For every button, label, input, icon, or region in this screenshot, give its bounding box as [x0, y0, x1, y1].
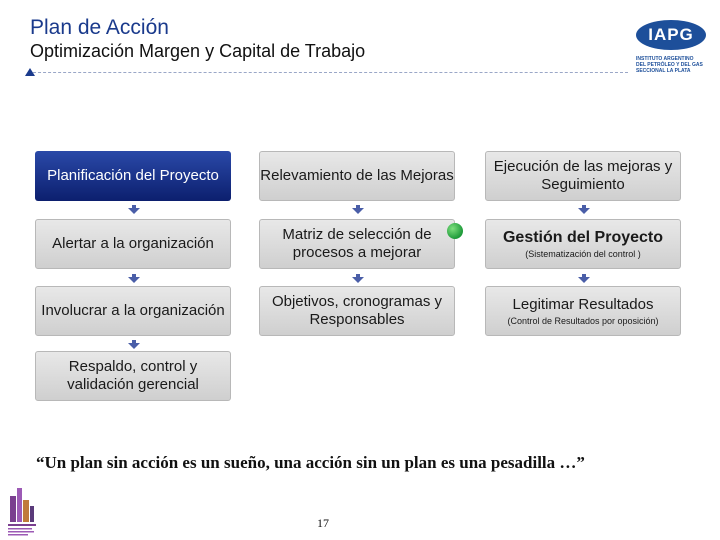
item-label: Objetivos, cronogramas y Responsables: [271, 293, 443, 328]
column-2-header: [259, 151, 455, 201]
logo-text: [636, 56, 712, 74]
down-arrow-icon: [352, 205, 364, 214]
title-divider: [28, 72, 628, 73]
item-label: Alertar a la organización: [52, 235, 214, 252]
column-1-header: [35, 151, 231, 201]
iapg-logo: [634, 18, 714, 78]
logo-line: SECCIONAL LA PLATA: [636, 68, 691, 74]
logo-acronym: IAPG: [636, 20, 706, 50]
item-label: Legitimar Resultados: [512, 295, 654, 313]
down-arrow-icon: [128, 205, 140, 214]
down-arrow-icon: [128, 274, 140, 283]
column-2-item-2: [259, 286, 455, 336]
logo-line: DEL PETRÓLEO Y DEL GAS: [636, 62, 703, 68]
congress-logo-icon: [2, 482, 42, 538]
page-title: Plan de Acción: [30, 16, 169, 39]
page-number: 17: [317, 516, 329, 530]
down-arrow-icon: [578, 205, 590, 214]
quote-text: “Un plan sin acción es un sueño, una acción sin un plan es una pesadilla …”: [36, 453, 585, 472]
column-1-header-label: Planificación del Proyecto: [47, 167, 219, 184]
column-3-item-1: [485, 219, 681, 269]
column-1-item-1: [35, 219, 231, 269]
column-3-header-label: Ejecución de las mejoras y Seguimiento: [493, 158, 673, 193]
item-sublabel: (Sistematización del control ): [525, 248, 641, 259]
logo-line: INSTITUTO ARGENTINO: [636, 56, 694, 62]
item-label: Matriz de selección de procesos a mejorar: [282, 226, 432, 261]
item-sublabel: (Control de Resultados por oposición): [507, 315, 659, 326]
item-label: Involucrar a la organización: [41, 302, 225, 319]
column-2-header-label: Relevamiento de las Mejoras: [260, 167, 454, 184]
down-arrow-icon: [352, 274, 364, 283]
column-1-item-2: [35, 286, 231, 336]
column-3-header: [485, 151, 681, 201]
item-label: Gestión del Proyecto: [502, 228, 664, 246]
column-1-item-3: [35, 351, 231, 401]
status-dot-icon: [447, 223, 463, 239]
down-arrow-icon: [128, 340, 140, 349]
column-2-item-1: [259, 219, 455, 269]
item-label: Respaldo, control y validación gerencial: [67, 358, 199, 393]
page-subtitle: Optimización Margen y Capital de Trabajo: [30, 41, 366, 61]
column-3-item-2: [485, 286, 681, 336]
down-arrow-icon: [578, 274, 590, 283]
